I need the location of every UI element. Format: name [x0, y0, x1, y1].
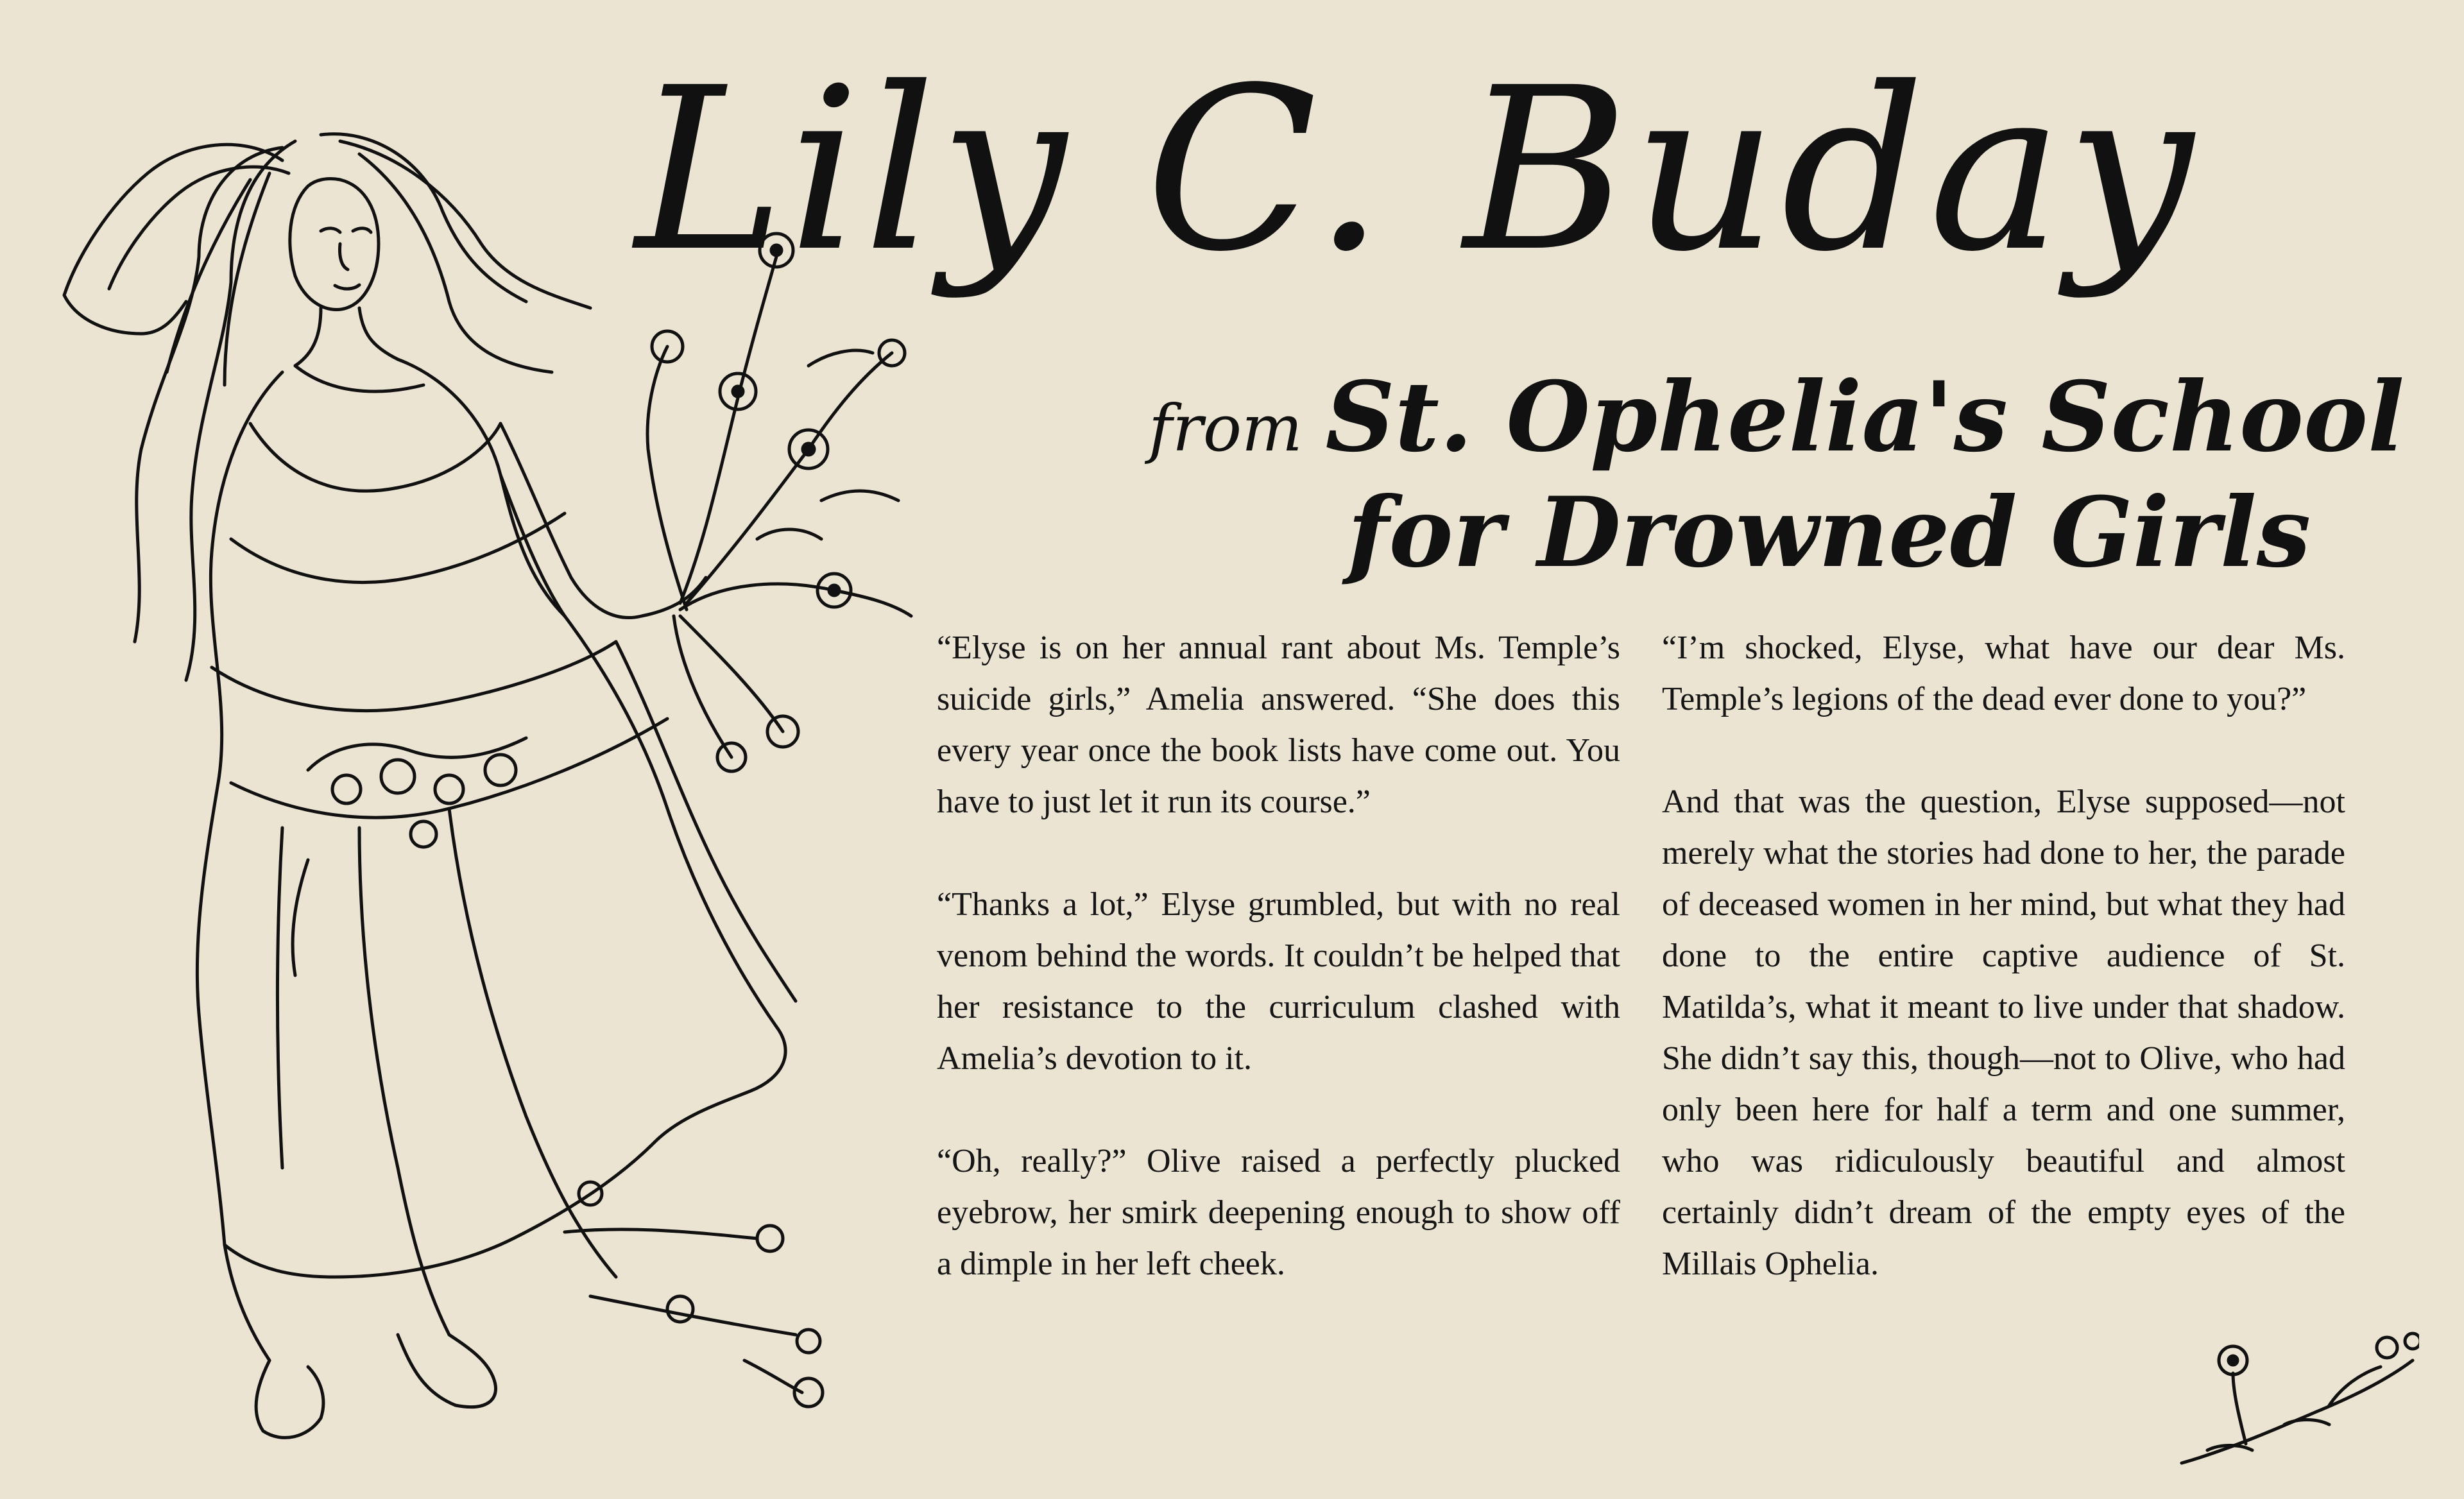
subtitle-school-name: St. Ophelia's School: [1325, 361, 2405, 474]
excerpt-column-right: [1662, 622, 2345, 1341]
author-name-title: Lily C. Buday: [635, 39, 2198, 301]
excerpt-paragraph: “Elyse is on her annual rant about Ms. Temple’s suicide girls,” Amelia answered. “She does this every year once the book lists have come out. You have to just let it run its course.”: [937, 630, 1620, 820]
excerpt-column-left: [937, 622, 1620, 1341]
excerpt-paragraph: “Thanks a lot,” Elyse grumbled, but with no real venom behind the words. It couldn’t be helped that her resistance to the curriculum clashed with Amelia’s devotion to it.: [937, 886, 1620, 1077]
subtitle-from: from: [1149, 391, 1303, 466]
subtitle-line-1: [1149, 359, 2405, 475]
book-subtitle: [1149, 359, 2405, 590]
fallen-flowers-icon: [552, 1168, 847, 1425]
subtitle-line-2: for Drowned Girls: [1348, 476, 2311, 589]
excerpt-paragraph: “Oh, really?” Olive raised a perfectly plucked eyebrow, her smirk deepening enough to show off a dimple in her left cheek.: [937, 1143, 1620, 1282]
excerpt-paragraph: And that was the question, Elyse supposed—not merely what the stories had done to her, the parade of deceased women in her mind, but what they had done to the entire captive audience of St. Matilda’s, what it meant to live under that shadow. She didn’t say this, though—not to Olive, who had only been here for half a term and one summer, who was ridiculously beautiful and almost certainly didn’t dream of the empty eyes of the Millais Ophelia.: [1662, 784, 2345, 1282]
excerpt-paragraph: “I’m shocked, Elyse, what have our dear Ms. Temple’s legions of the dead ever done to you?”: [1662, 630, 2345, 717]
flower-sprig-icon: [2169, 1322, 2419, 1476]
